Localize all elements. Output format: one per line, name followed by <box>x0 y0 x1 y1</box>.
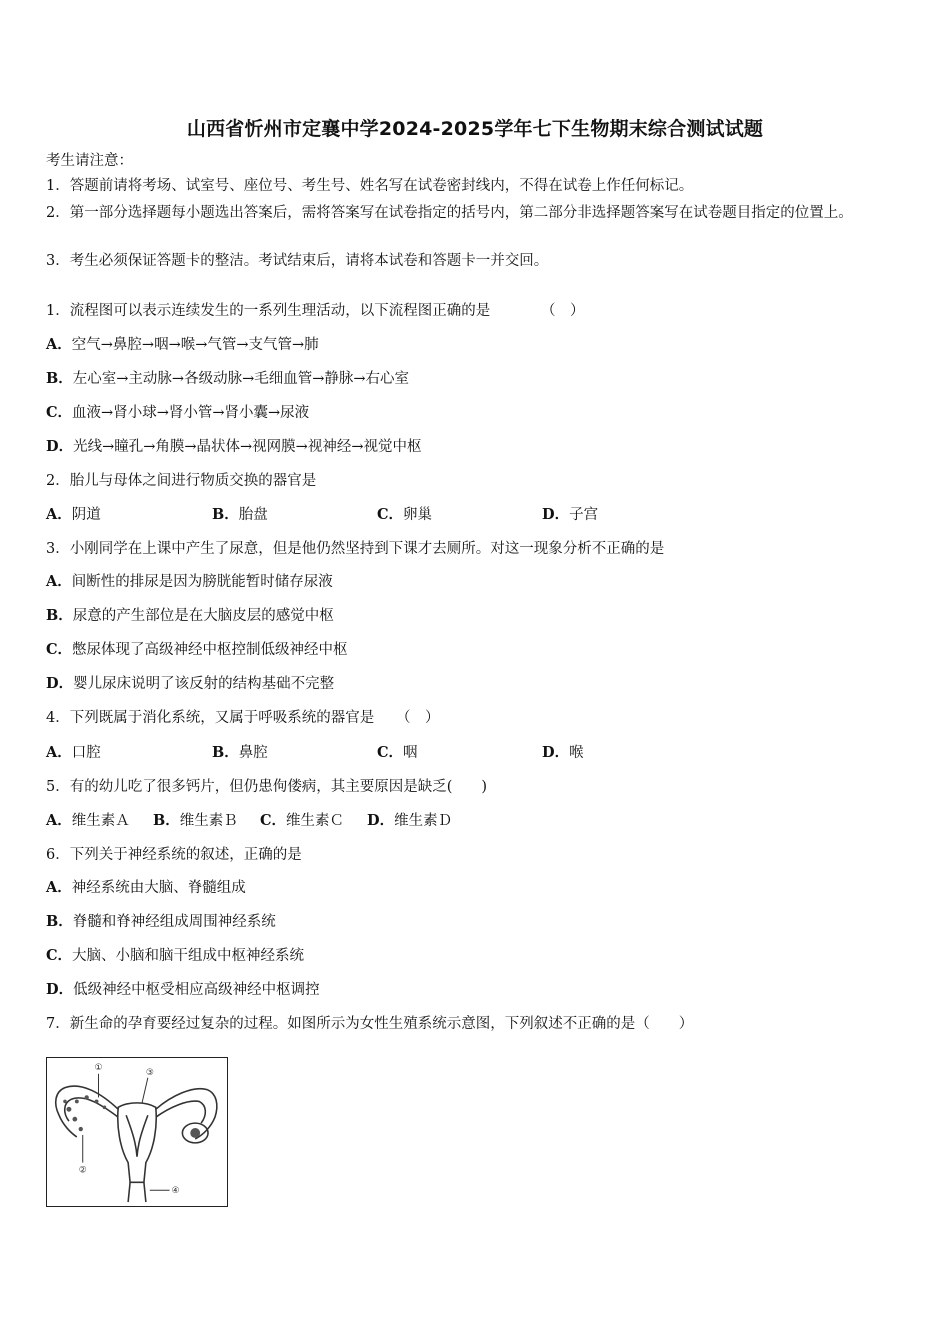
option-text: 维生素Ｄ <box>394 813 453 829</box>
question-stem: 7．新生命的孕育要经过复杂的过程。如图所示为女性生殖系统示意图，下列叙述不正确的是（ ） <box>46 1016 694 1032</box>
option-row <box>377 505 432 525</box>
option-label: D． <box>542 744 570 761</box>
option-text: 光线→瞳孔→角膜→晶状体→视网膜→视神经→视觉中枢 <box>73 439 422 455</box>
option-label: C． <box>377 744 404 761</box>
option-text: 低级神经中枢受相应高级神经中枢调控 <box>73 982 320 998</box>
option-text: 婴儿尿床说明了该反射的结构基础不完整 <box>73 676 335 692</box>
option-text: 喉 <box>569 745 584 761</box>
option-text: 咽 <box>403 745 418 761</box>
option-label: A． <box>46 506 72 523</box>
option-label: D． <box>367 812 395 829</box>
option-label: A． <box>46 336 72 353</box>
option-row <box>46 369 409 389</box>
page-title: 山西省忻州市定襄中学2024-2025学年七下生物期末综合测试试题 <box>186 118 764 140</box>
option-text: 脊髓和脊神经组成周围神经系统 <box>72 914 276 930</box>
option-label: D． <box>46 438 74 455</box>
option-row <box>377 743 418 763</box>
option-row <box>542 743 584 763</box>
option-label: B． <box>212 506 239 523</box>
option-text: 血液→肾小球→肾小管→肾小囊→尿液 <box>72 405 310 421</box>
option-label: B． <box>46 607 73 624</box>
option-text: 口腔 <box>71 745 101 761</box>
question-stem: 4．下列既属于消化系统，又属于呼吸系统的器官是 （ ） <box>46 710 440 726</box>
notice-item: 2．第一部分选择题每小题选出答案后，需将答案写在试卷指定的括号内，第二部分非选择题答案写在试卷题目指定的位置上。 <box>46 205 853 221</box>
option-text: 大脑、小脑和脑干组成中枢神经系统 <box>72 948 305 964</box>
option-row <box>46 403 309 423</box>
question-stem: 1．流程图可以表示连续发生的一系列生理活动，以下流程图正确的是 （ ） <box>46 303 585 319</box>
option-row <box>46 946 304 966</box>
option-text: 空气→鼻腔→咽→喉→气管→支气管→肺 <box>71 337 319 353</box>
option-row <box>46 335 319 355</box>
option-label: B． <box>46 913 73 930</box>
option-text: 左心室→主动脉→各级动脉→毛细血管→静脉→右心室 <box>72 371 410 387</box>
option-text: 卵巢 <box>403 507 433 523</box>
option-label: B． <box>46 370 73 387</box>
figure-label: ① <box>94 1062 103 1073</box>
option-text: 胎盘 <box>238 507 268 523</box>
option-label: A． <box>46 573 72 590</box>
option-row <box>46 640 348 660</box>
figure-label: ② <box>78 1165 87 1176</box>
option-row <box>260 811 344 831</box>
option-row <box>46 572 333 592</box>
option-row <box>46 674 334 694</box>
option-row <box>46 912 276 932</box>
option-label: A． <box>46 744 72 761</box>
option-label: B． <box>153 812 180 829</box>
figure-label: ③ <box>145 1067 154 1078</box>
notice-item: 1．答题前请将考场、试室号、座位号、考生号、姓名写在试卷密封线内，不得在试卷上作任何标记。 <box>46 178 694 194</box>
option-row <box>46 743 101 763</box>
question-stem: 2．胎儿与母体之间进行物质交换的器官是 <box>46 473 317 489</box>
option-row <box>153 811 238 831</box>
notice-item: 3．考生必须保证答题卡的整洁。考试结束后，请将本试卷和答题卡一并交回。 <box>46 253 549 269</box>
option-text: 憋尿体现了高级神经中枢控制低级神经中枢 <box>72 642 348 658</box>
option-text: 子宫 <box>569 507 599 523</box>
option-text: 阴道 <box>71 507 101 523</box>
option-row <box>46 505 101 525</box>
option-label: C． <box>260 812 287 829</box>
option-label: C． <box>377 506 404 523</box>
option-row <box>46 606 334 626</box>
option-text: 维生素Ｃ <box>286 813 345 829</box>
notice-heading: 考生请注意： <box>46 153 133 169</box>
option-label: C． <box>46 641 73 658</box>
option-row <box>46 437 421 457</box>
option-text: 鼻腔 <box>238 745 268 761</box>
option-row <box>212 505 268 525</box>
option-label: C． <box>46 404 73 421</box>
option-text: 尿意的产生部位是在大脑皮层的感觉中枢 <box>72 608 334 624</box>
option-text: 维生素Ａ <box>71 813 130 829</box>
reproductive-system-figure <box>46 1057 228 1207</box>
option-label: A． <box>46 812 72 829</box>
option-row <box>542 505 598 525</box>
option-label: C． <box>46 947 73 964</box>
question-stem: 3．小刚同学在上课中产生了尿意，但是他仍然坚持到下课才去厕所。对这一现象分析不正确的是 <box>46 541 665 557</box>
option-text: 神经系统由大脑、脊髓组成 <box>71 880 246 896</box>
option-label: D． <box>46 675 74 692</box>
option-label: D． <box>46 981 74 998</box>
option-text: 维生素Ｂ <box>179 813 238 829</box>
option-row <box>46 980 320 1000</box>
option-label: A． <box>46 879 72 896</box>
option-label: B． <box>212 744 239 761</box>
figure-label: ④ <box>171 1186 180 1197</box>
question-stem: 6．下列关于神经系统的叙述，正确的是 <box>46 847 302 863</box>
option-row <box>46 878 246 898</box>
option-row <box>46 811 130 831</box>
question-stem: 5．有的幼儿吃了很多钙片，但仍患佝偻病，其主要原因是缺乏( ) <box>46 779 488 795</box>
option-row <box>212 743 268 763</box>
option-text: 间断性的排尿是因为膀胱能暂时储存尿液 <box>71 574 333 590</box>
option-label: D． <box>542 506 570 523</box>
option-row <box>367 811 452 831</box>
